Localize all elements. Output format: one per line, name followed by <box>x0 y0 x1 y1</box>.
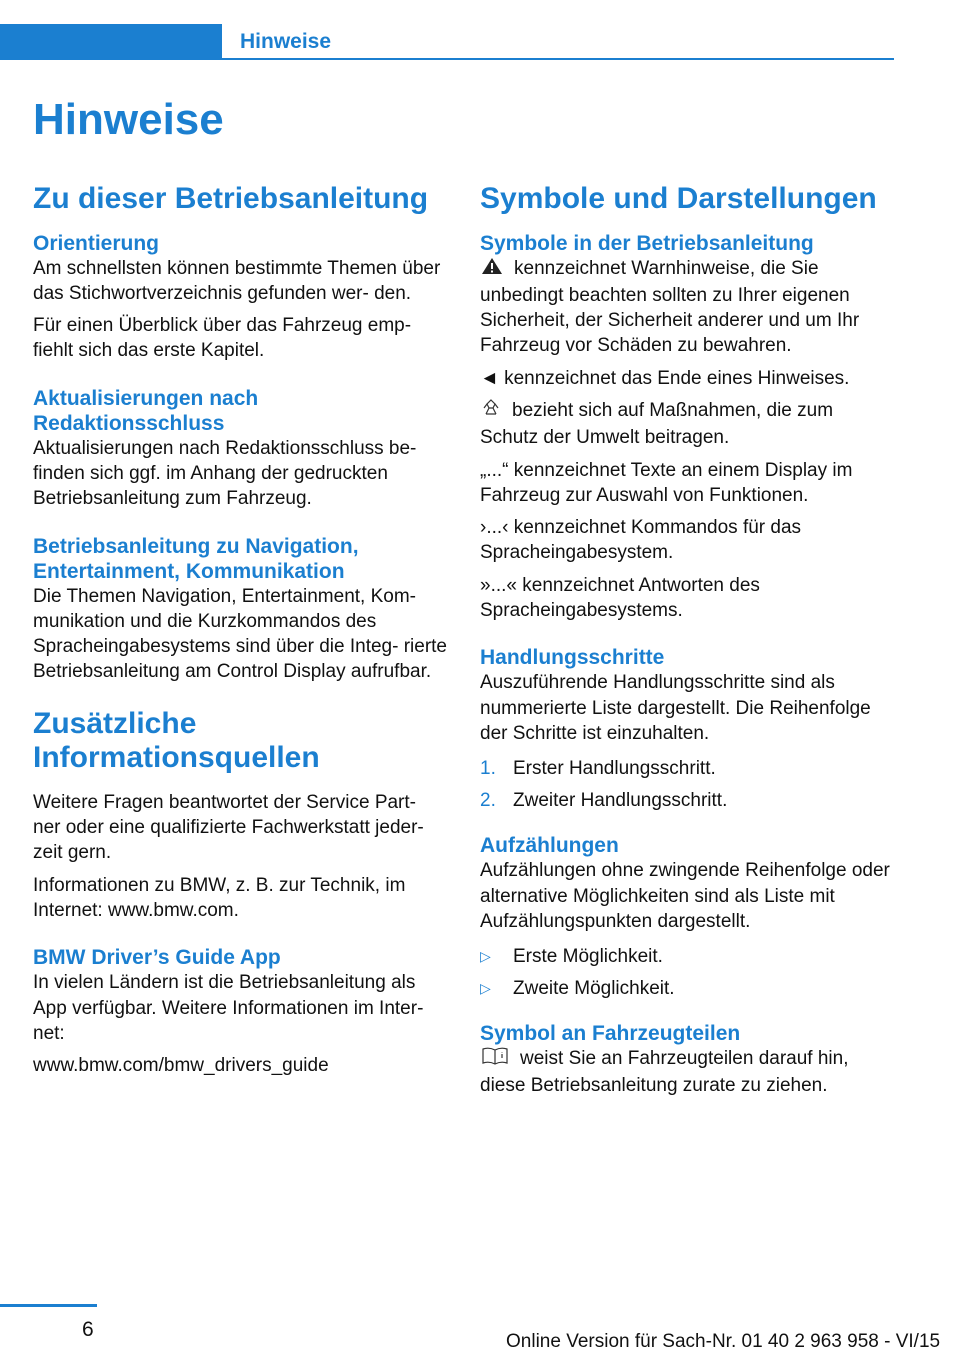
page-number: 6 <box>82 1318 94 1341</box>
header-accent-block <box>0 24 222 60</box>
list-item: ▷ Erste Möglichkeit. <box>480 946 663 968</box>
section-orientierung <box>33 231 447 364</box>
subheading-symbole: Symbole in der Betriebsanleitung <box>480 231 814 255</box>
triangle-bullet-icon: ▷ <box>480 948 491 965</box>
environment-icon <box>480 398 502 425</box>
section-heading-betriebsanleitung: Zu dieser Betriebsanleitung <box>33 182 429 215</box>
right-column <box>480 182 894 1121</box>
paragraph: In vielen Ländern ist die Betriebsanleitung als App verfügbar. Weitere Informationen im Inter‐ net: <box>33 972 424 1044</box>
subheading-drivers-guide-app: BMW Driver’s Guide App <box>33 946 281 970</box>
header-rule <box>222 58 894 60</box>
section-fahrzeugteile <box>480 1021 894 1099</box>
list-item: 2. Zweiter Handlungsschritt. <box>480 790 728 812</box>
numbered-list <box>480 756 894 813</box>
section-aufzaehlungen <box>480 833 894 1001</box>
list-number: 1. <box>480 758 496 780</box>
paragraph: Informationen zu BMW, z. B. zur Technik, im Internet: www.bmw.com. <box>33 874 406 921</box>
left-column <box>33 182 447 1100</box>
subheading-aufzaehlungen: Aufzählungen <box>480 834 619 858</box>
section-heading-symbole: Symbole und Darstellungen <box>480 182 877 215</box>
paragraph: ◄ kennzeichnet das Ende eines Hinweises. <box>480 367 850 389</box>
paragraph: Die Themen Navigation, Entertainment, Kom‐ munikation und die Kurzkommandos des Spracheingabesystems sind über die Integ‐ rierte Betriebsanleitung am Control Display aufrufbar. <box>33 585 448 683</box>
section-navigation <box>33 534 447 685</box>
subheading-handlungsschritte: Handlungsschritte <box>480 646 665 670</box>
paragraph: Aufzählungen ohne zwingende Reihenfolge oder alternative Möglichkeiten sind als Liste mit Aufzählungspunkten dargestellt. <box>480 860 890 932</box>
paragraph: Weitere Fragen beantwortet der Service Part‐ ner oder eine qualifizierte Fachwerkstatt jeder‐ zeit gern. <box>33 791 424 864</box>
paragraph: „...“ kennzeichnet Texte an einem Display im Fahrzeug zur Auswahl von Funktionen. <box>480 459 853 506</box>
footer-rule <box>0 1304 97 1307</box>
bullet-list <box>480 944 894 1001</box>
section-informationsquellen <box>33 790 447 923</box>
paragraph: Auszuführende Handlungsschritte sind als nummerierte Liste dargestellt. Die Reihenfolge der Schritte ist einzuhalten. <box>480 672 871 744</box>
section-heading-informationsquellen: Zusätzliche Informationsquellen <box>33 706 320 775</box>
section-handlungsschritte <box>480 645 894 813</box>
paragraph: ›...‹ kennzeichnet Kommandos für das Spracheingabesystem. <box>480 517 802 564</box>
section-aktualisierungen <box>33 386 447 512</box>
list-item: ▷ Zweite Möglichkeit. <box>480 978 675 1000</box>
paragraph: Am schnellsten können bestimmte Themen über das Stichwortverzeichnis gefunden wer‐ den. <box>33 257 441 304</box>
section-symbole <box>480 231 894 624</box>
paragraph: bezieht sich auf Maßnahmen, die zum Schutz der Umwelt beitragen. <box>480 399 834 449</box>
paragraph: Aktualisierungen nach Redaktionsschluss be‐ finden sich ggf. im Anhang der gedruckten Betriebsanleitung zum Fahrzeug. <box>33 437 417 510</box>
footer-version-text: Online Version für Sach-Nr. 01 40 2 963 958 - VI/15 <box>506 1331 941 1352</box>
paragraph: »...« kennzeichnet Antworten des Spracheingabesystems. <box>480 574 760 622</box>
section-drivers-guide-app <box>33 945 447 1078</box>
subheading-orientierung: Orientierung <box>33 231 160 255</box>
triangle-bullet-icon: ▷ <box>480 980 491 997</box>
subheading-aktualisierungen: Aktualisierungen nach Redaktionsschluss <box>33 386 259 435</box>
running-header-title: Hinweise <box>240 30 332 53</box>
list-number: 2. <box>480 790 496 812</box>
subheading-navigation: Betriebsanleitung zu Navigation, Entertainment, Kommunikation <box>33 534 359 583</box>
drivers-guide-url: www.bmw.com/bmw_drivers_guide <box>33 1055 329 1077</box>
list-item: 1. Erster Handlungsschritt. <box>480 758 716 780</box>
warning-icon <box>480 256 504 283</box>
page-title: Hinweise <box>33 95 224 144</box>
paragraph: kennzeichnet Warnhinweise, die Sie unbedingt beachten sollten zu Ihrer eigenen Sicherheit, der Sicherheit anderer und um Ihr Fahrzeug vor Schäden zu bewahren. <box>480 257 860 357</box>
manual-book-icon <box>480 1046 510 1073</box>
subheading-fahrzeugteile: Symbol an Fahrzeugteilen <box>480 1022 741 1046</box>
paragraph: Für einen Überblick über das Fahrzeug emp‐ fiehlt sich das erste Kapitel. <box>33 315 412 362</box>
paragraph: weist Sie an Fahrzeugteilen darauf hin, diese Betriebsanleitung zurate zu ziehen. <box>480 1048 849 1097</box>
